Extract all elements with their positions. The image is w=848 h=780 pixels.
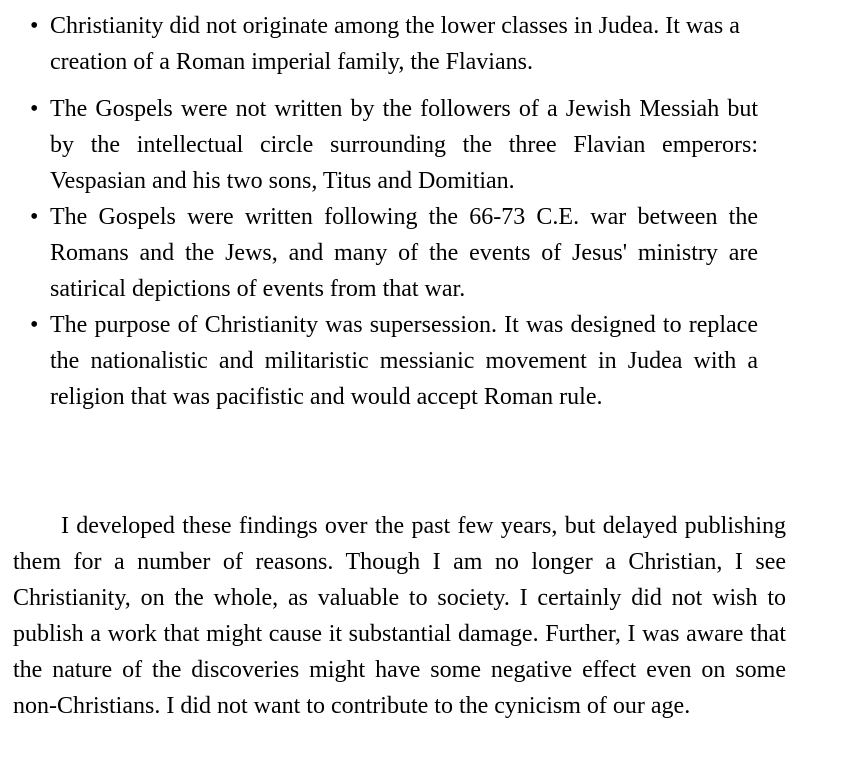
bullet-text: The Gospels were written following the 66-73 C.E. war between the Romans and the Jews, and many of the events of Jesus' ministry are satirical depictions of events from that war.: [50, 204, 758, 302]
bullet-item-gospel-authors: [30, 91, 758, 199]
findings-bullet-list: [30, 8, 758, 415]
bullet-marker: •: [30, 204, 39, 230]
bullet-text: The purpose of Christianity was supersession. It was designed to replace the nationalistic and militaristic messianic movement in Judea with a religion that was pacifistic and would accept Roman rule.: [50, 312, 758, 410]
bullet-item-origin: [30, 8, 758, 80]
bullet-marker: •: [30, 96, 39, 122]
bullet-text: The Gospels were not written by the followers of a Jewish Messiah but by the intellectual circle surrounding the three Flavian emperors: Vespasian and his two sons, Titus and Domitian.: [50, 96, 758, 194]
bullet-marker: •: [30, 13, 39, 39]
bullet-item-gospel-dating: [30, 199, 758, 307]
bullet-item-purpose: [30, 307, 758, 415]
bullet-marker: •: [30, 312, 39, 338]
body-paragraph: I developed these findings over the past few years, but delayed publishing them for a number of reasons. Though I am no longer a Christian, I see Christianity, on the whole, as valuable to society. I certainly did not wish to publish a work that might cause it substantial damage. Further, I was aware that the nature of the discoveries might have some negative effect even on some non-Christians. I did not want to contribute to the cynicism of our age.: [13, 513, 786, 719]
bullet-text: Christianity did not originate among the lower classes in Judea. It was a creation of a Roman imperial family, the Flavians.: [50, 13, 740, 75]
